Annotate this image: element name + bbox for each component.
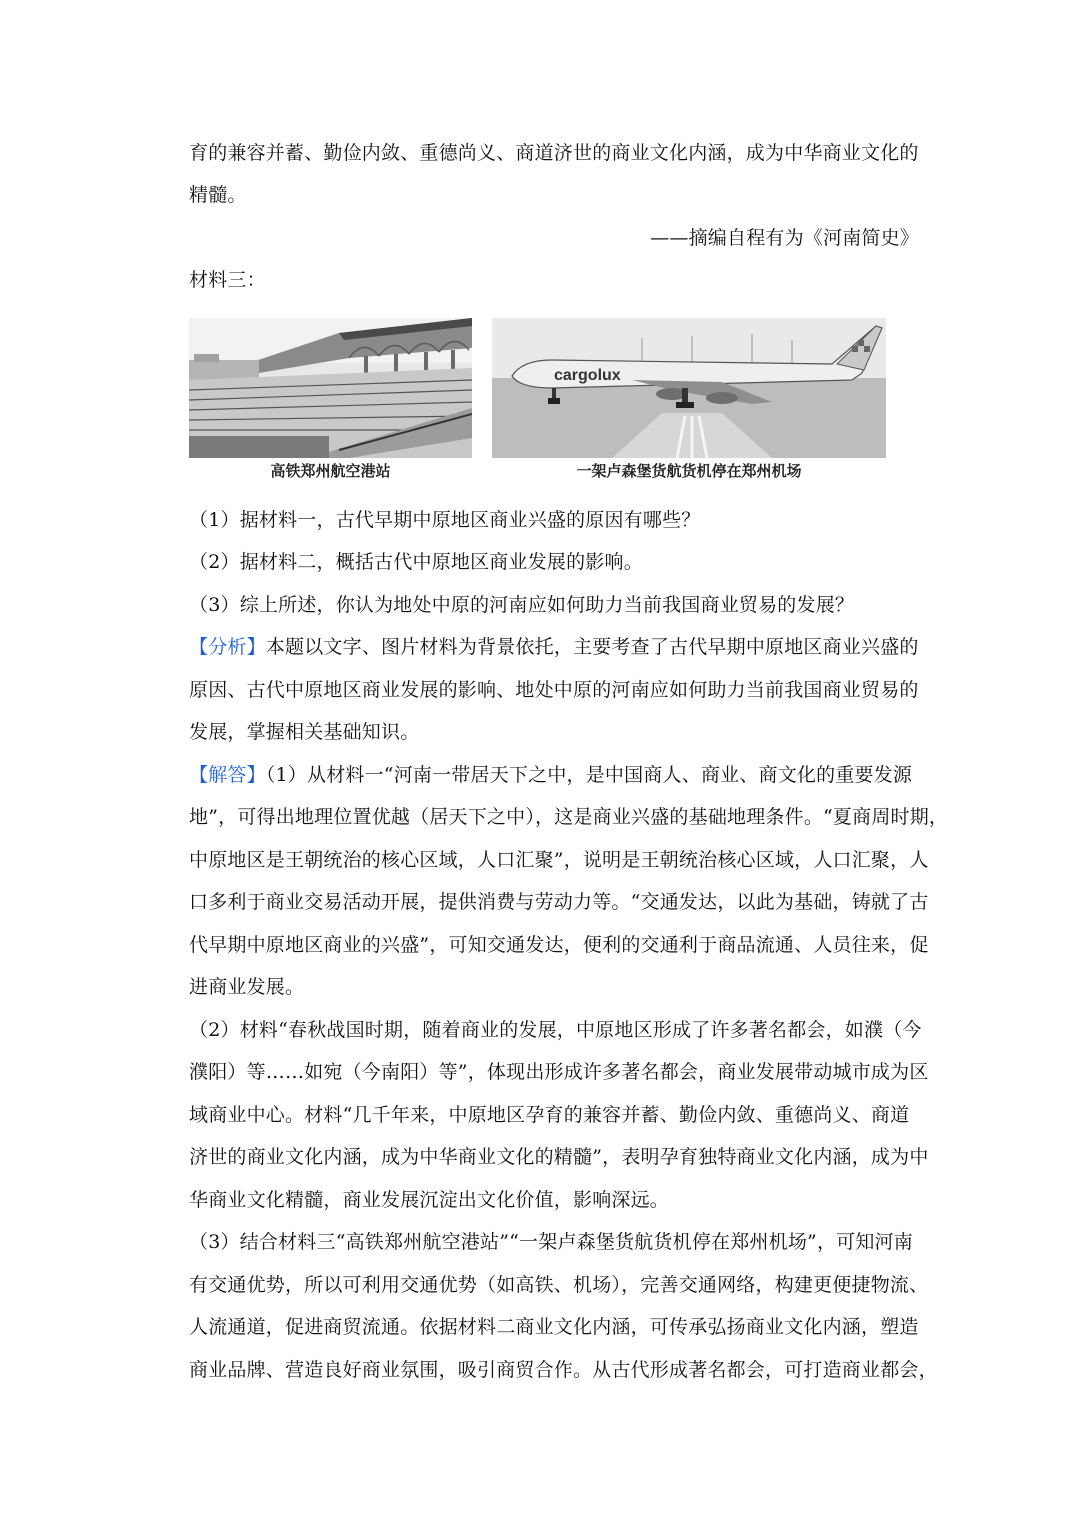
plane-livery-text: cargolux	[554, 367, 621, 384]
answer-p3-line-4: 商业品牌、营造良好商业氛围，吸引商贸合作。从古代形成著名都会，可打造商业都会，	[189, 1359, 938, 1381]
question-1: （1）据材料一，古代早期中原地区商业兴盛的原因有哪些？	[189, 509, 701, 531]
analysis-line-3: 发展，掌握相关基础知识。	[189, 721, 420, 743]
material-two-source: ——摘编自程有为《河南简史》	[650, 227, 919, 249]
answer-p1-line-1	[189, 761, 919, 789]
answer-p1-line-2: 地”，可得出地理位置优越（居天下之中），这是商业兴盛的基础地理条件。“夏商周时期，	[189, 806, 949, 828]
answer-p2-line-1: （2）材料“春秋战国时期，随着商业的发展，中原地区形成了许多著名都会，如濮（今	[189, 1019, 922, 1041]
answer-p2-line-4: 济世的商业文化内涵，成为中华商业文化的精髓”，表明孕育独特商业文化内涵，成为中	[189, 1146, 929, 1168]
answer-p2-line-2: 濮阳）等……如宛（今南阳）等”，体现出形成许多著名都会，商业发展带动城市成为区	[189, 1061, 929, 1083]
material-two-line-1: 育的兼容并蓄、勤俭内敛、重德尚义、商道济世的商业文化内涵，成为中华商业文化的	[189, 142, 919, 164]
cargo-plane-caption: 一架卢森堡货航货机停在郑州机场	[576, 462, 802, 480]
answer-p3-line-2: 有交通优势，所以可利用交通优势（如高铁、机场），完善交通网络，构建更便捷物流、	[189, 1274, 929, 1296]
photo-rail-station-figure	[189, 318, 472, 488]
answer-p3-line-3: 人流通道，促进商贸流通。依据材料二商业文化内涵，可传承弘扬商业文化内涵，塑造	[189, 1316, 919, 1338]
answer-tag: 【解答】	[189, 764, 266, 786]
cargo-plane-photo	[492, 318, 886, 458]
rail-station-caption: 高铁郑州航空港站	[270, 462, 391, 480]
answer-p2-line-5: 华商业文化精髓，商业发展沉淀出文化价值，影响深远。	[189, 1189, 670, 1211]
material-three-label: 材料三：	[189, 269, 266, 291]
analysis-line-1	[189, 633, 919, 661]
analysis-text-1: 本题以文字、图片材料为背景依托，主要考查了古代早期中原地区商业兴盛的	[265, 636, 919, 658]
answer-p1-line-6: 进商业发展。	[189, 976, 305, 998]
photo-cargo-plane-figure	[492, 318, 886, 488]
cargo-plane-illustration	[492, 318, 886, 458]
rail-station-illustration	[189, 318, 472, 458]
answer-p1-line-5: 代早期中原地区商业的兴盛”，可知交通发达，便利的交通利于商品流通、人员往来，促	[189, 934, 929, 956]
rail-station-photo	[189, 318, 472, 458]
question-3: （3）综上所述，你认为地处中原的河南应如何助力当前我国商业贸易的发展？	[189, 594, 855, 616]
analysis-tag: 【分析】	[189, 636, 266, 658]
answer-p1-line-4: 口多利于商业交易活动开展，提供消费与劳动力等。“交通发达，以此为基础，铸就了古	[189, 891, 929, 913]
material-two-line-2: 精髓。	[189, 184, 247, 206]
answer-p2-line-3: 域商业中心。材料“几千年来，中原地区孕育的兼容并蓄、勤俭内敛、重德尚义、商道	[189, 1104, 910, 1126]
answer-p1-line-3: 中原地区是王朝统治的核心区域，人口汇聚”，说明是王朝统治核心区域，人口汇聚，人	[189, 849, 929, 871]
question-2: （2）据材料二，概括古代中原地区商业发展的影响。	[189, 551, 643, 573]
answer-p3-line-1: （3）结合材料三“高铁郑州航空港站”“一架卢森堡货航货机停在郑州机场”，可知河南	[189, 1231, 913, 1253]
answer-p1-text-1: （1）从材料一“河南一带居天下之中，是中国商人、商业、商文化的重要发源	[265, 764, 913, 786]
analysis-line-2: 原因、古代中原地区商业发展的影响、地处中原的河南应如何助力当前我国商业贸易的	[189, 679, 919, 701]
